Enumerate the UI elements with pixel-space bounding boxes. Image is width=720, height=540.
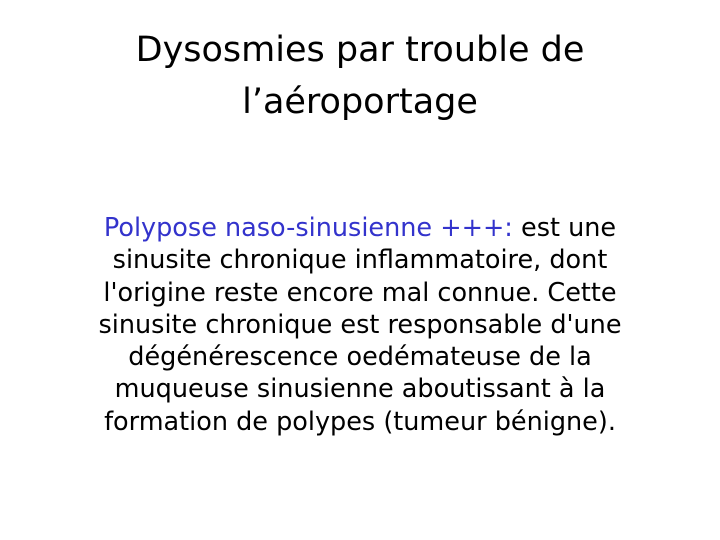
body-line-6: muqueuse sinusienne aboutissant à la	[114, 374, 606, 405]
body-line-5: dégénérescence oedémateuse de la	[128, 342, 592, 373]
body-line-7: formation de polypes (tumeur bénigne).	[104, 406, 616, 437]
slide-title-line-1: Dysosmies par trouble de	[135, 30, 585, 70]
highlighted-term: Polypose naso-sinusienne +++:	[103, 213, 513, 243]
body-line-3: l'origine reste encore mal connue. Cette	[103, 277, 617, 308]
slide-title	[60, 24, 660, 128]
body-line-1	[40, 212, 680, 244]
body-line-1-text: est une	[512, 213, 617, 243]
body-line-2: sinusite chronique inflammatoire, dont	[112, 245, 608, 276]
slide-title-line-2: l’aéroportage	[242, 82, 478, 122]
body-line-4: sinusite chronique est responsable d'une	[98, 309, 622, 340]
slide-body	[40, 212, 680, 438]
